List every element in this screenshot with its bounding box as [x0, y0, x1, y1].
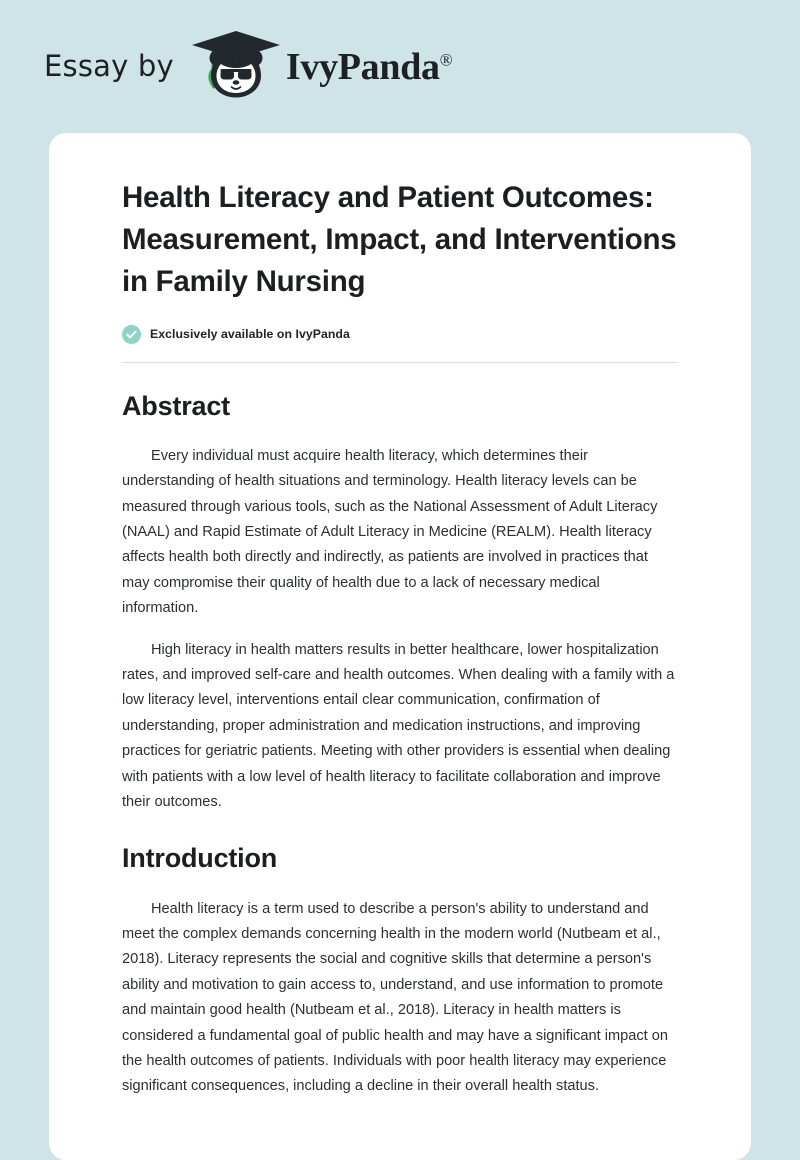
status-badge	[122, 325, 678, 344]
brand-wordmark	[285, 45, 453, 88]
registered-trademark-symbol: ®	[439, 49, 453, 69]
essay-by-label: Essay by	[44, 49, 174, 83]
paragraph: High literacy in health matters results in better healthcare, lower hospitalization rates, and improved self-care and health outcomes. When dealing with a family with a low literacy level, interventions entail clear communication, confirmation of understanding, proper administration and medication instructions, and improving practices for geriatric patients. Meeting with other providers is essential when dealing with patients with a low level of health literacy to facilitate collaboration and improve their outcomes.	[122, 641, 675, 810]
section-heading-introduction: Introduction	[122, 843, 278, 874]
paragraph: Health literacy is a term used to describe a person's ability to understand and meet the complex demands concerning health in the modern world (Nutbeam et al., 2018). Literacy represents the social and cognitive skills that determine a person's ability and motivation to gain access to, understand, and use information to promote and maintain good health (Nutbeam et al., 2018). Literacy in health matters is considered a fundamental goal of public health and may have a significant impact on the health outcomes of patients. Individuals with poor health literacy may experience significant consequences, including a decline in their overall health status.	[122, 900, 668, 1095]
brand-logo-group[interactable]	[44, 31, 452, 103]
brand-header	[0, 0, 800, 133]
panda-graduation-cap-icon	[190, 31, 282, 101]
brand-name-text: IvyPanda	[285, 45, 440, 88]
exclusive-availability-label: Exclusively available on IvyPanda	[150, 327, 350, 342]
page-title: Health Literacy and Patient Outcomes: Measurement, Impact, and Interventions in Family Nursing	[122, 181, 677, 298]
check-circle-icon	[122, 325, 141, 344]
essay-paper-card	[49, 133, 751, 1160]
paragraph: Every individual must acquire health literacy, which determines their understanding of health situations and terminology. Health literacy levels can be measured through various tools, such as the National Assessment of Adult Literacy (NAAL) and Rapid Estimate of Adult Literacy in Medicine (REALM). Health literacy affects health both directly and indirectly, as patients are involved in practices that may compromise their quality of health due to a lack of necessary medical information.	[122, 447, 658, 617]
title-divider	[122, 362, 678, 363]
section-heading-abstract: Abstract	[122, 390, 230, 421]
